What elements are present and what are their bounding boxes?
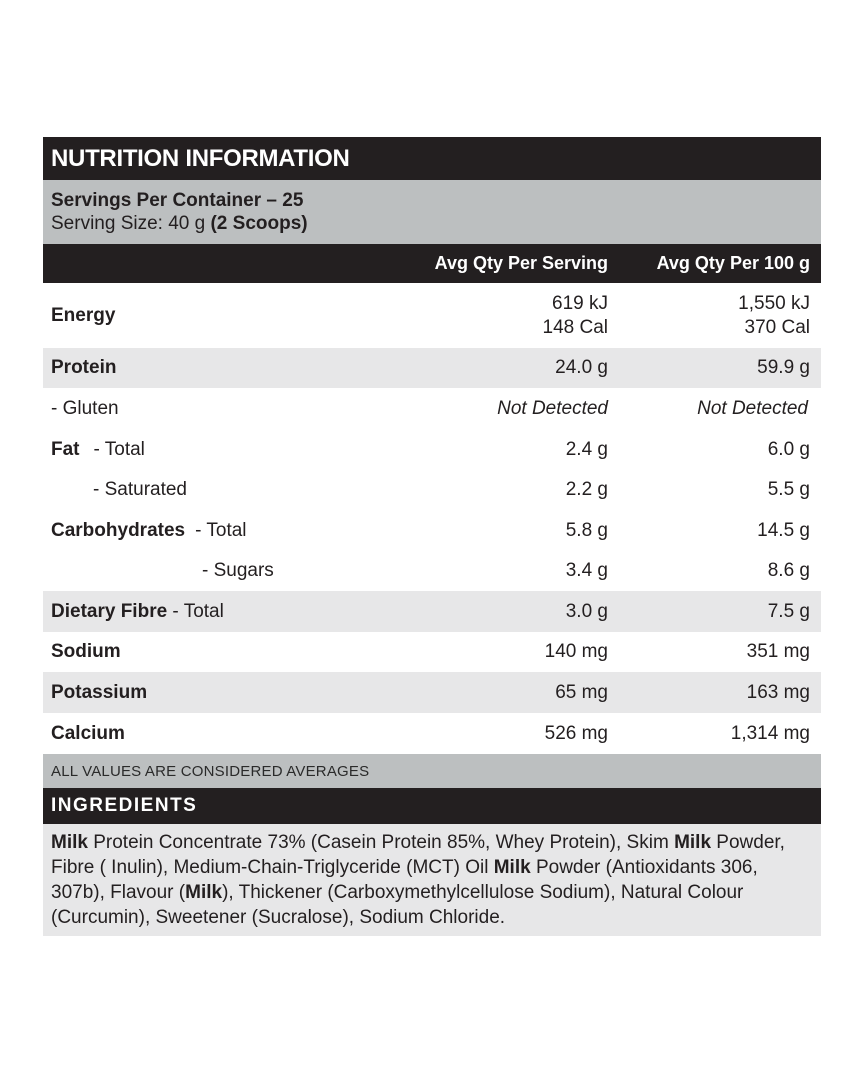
table-row-potassium [43, 672, 821, 713]
table-row-sodium [43, 632, 821, 672]
energy-per100-kj: 1,550 kJ [738, 292, 810, 314]
fibre-label: Dietary Fibre [51, 600, 168, 622]
ingredient-part: Milk [674, 832, 712, 853]
row-value-100g: 59.9 g [757, 357, 810, 378]
row-value-100g: 6.0 g [767, 438, 810, 460]
energy-serving-kj: 619 kJ [552, 292, 608, 314]
ingredient-part: Milk [185, 882, 223, 903]
energy-per-serving [403, 292, 608, 340]
row-value-serving: 140 mg [544, 641, 608, 662]
row-value-serving: Not Detected [497, 397, 608, 419]
row-value-serving: 65 mg [555, 681, 608, 703]
page-title: NUTRITION INFORMATION [51, 144, 350, 172]
table-group-carbohydrates [43, 510, 821, 591]
ingredient-part: Powder, Fibre ( Inulin), Medium-Chain-Triglyceride (MCT) Oil [51, 832, 785, 878]
table-row-carb-sugars [43, 551, 821, 591]
row-value-serving: 2.2 g [565, 479, 608, 500]
ingredient-part: Protein Concentrate 73% (Casein Protein 85%, Whey Protein), Skim [87, 832, 675, 853]
row-value-serving: 3.0 g [565, 600, 608, 622]
row-value-100g: 8.6 g [767, 560, 810, 581]
serving-size-scoops: (2 Scoops) [210, 213, 308, 234]
serving-size-text: Serving Size: 40 g [51, 213, 211, 234]
servings-section [43, 180, 821, 244]
row-label [43, 601, 403, 623]
row-label: Potassium [51, 681, 148, 703]
fibre-total-sub: - Total [167, 600, 224, 622]
ingredient-part: ), Thickener (Carboxymethylcellulose Sodium), Natural Colour (Curcumin), Sweetener (Sucralose), Sodium Chloride. [51, 882, 744, 928]
row-value-100g: 351 mg [746, 641, 810, 662]
column-header-row [43, 244, 821, 283]
column-header-per-serving: Avg Qty Per Serving [434, 253, 608, 273]
row-value-100g: 7.5 g [767, 600, 810, 622]
serving-size [51, 212, 813, 235]
row-value-serving: 2.4 g [565, 438, 608, 460]
row-value-serving: 3.4 g [565, 560, 608, 581]
row-value-100g: 5.5 g [767, 479, 810, 500]
ingredient-part: Powder (Antioxidants 306, 307b), Flavour ( [51, 857, 758, 903]
title-bar [43, 137, 821, 180]
table-row-protein [43, 348, 821, 388]
carb-total-sub: - Total [195, 519, 247, 541]
servings-per-container: Servings Per Container – 25 [51, 190, 304, 211]
row-value-serving: 526 mg [544, 722, 608, 744]
row-value-serving: 24.0 g [555, 357, 608, 378]
table-row-fat-total [43, 429, 821, 470]
ingredient-part: Milk [51, 832, 88, 853]
energy-serving-cal: 148 Cal [542, 316, 608, 338]
table-row-carb-total [43, 510, 821, 551]
nutrition-panel [43, 137, 821, 936]
fat-total-sub: - Total [93, 438, 145, 460]
table-row-gluten [43, 388, 821, 429]
row-label: Protein [51, 357, 117, 378]
averages-footnote: ALL VALUES ARE CONSIDERED AVERAGES [43, 754, 821, 788]
carb-label: Carbohydrates [51, 519, 186, 541]
table-row-fibre [43, 591, 821, 632]
row-value-100g: 163 mg [746, 681, 810, 703]
row-value-100g: 1,314 mg [730, 722, 810, 744]
table-row-fat-saturated [43, 470, 821, 510]
ingredients-list [43, 824, 821, 936]
ingredients-heading: INGREDIENTS [43, 788, 821, 824]
table-group-fat [43, 429, 821, 510]
row-label: - Saturated [93, 479, 187, 500]
row-label [43, 520, 403, 542]
row-label: Sodium [51, 641, 121, 662]
row-value-100g: Not Detected [697, 397, 808, 419]
row-value-serving: 5.8 g [565, 519, 608, 541]
energy-per100-cal: 370 Cal [744, 316, 810, 338]
table-row-calcium [43, 713, 821, 754]
row-label: - Gluten [51, 397, 119, 419]
row-label: - Sugars [202, 560, 274, 581]
ingredient-part: Milk [493, 857, 531, 878]
energy-per-100g [608, 292, 810, 340]
row-label: Calcium [51, 722, 125, 744]
column-header-per-100g: Avg Qty Per 100 g [656, 253, 810, 273]
table-row-energy [43, 283, 821, 348]
row-label: Energy [51, 304, 116, 326]
row-value-100g: 14.5 g [757, 519, 810, 541]
row-label [43, 439, 403, 461]
fat-label: Fat [51, 438, 80, 460]
